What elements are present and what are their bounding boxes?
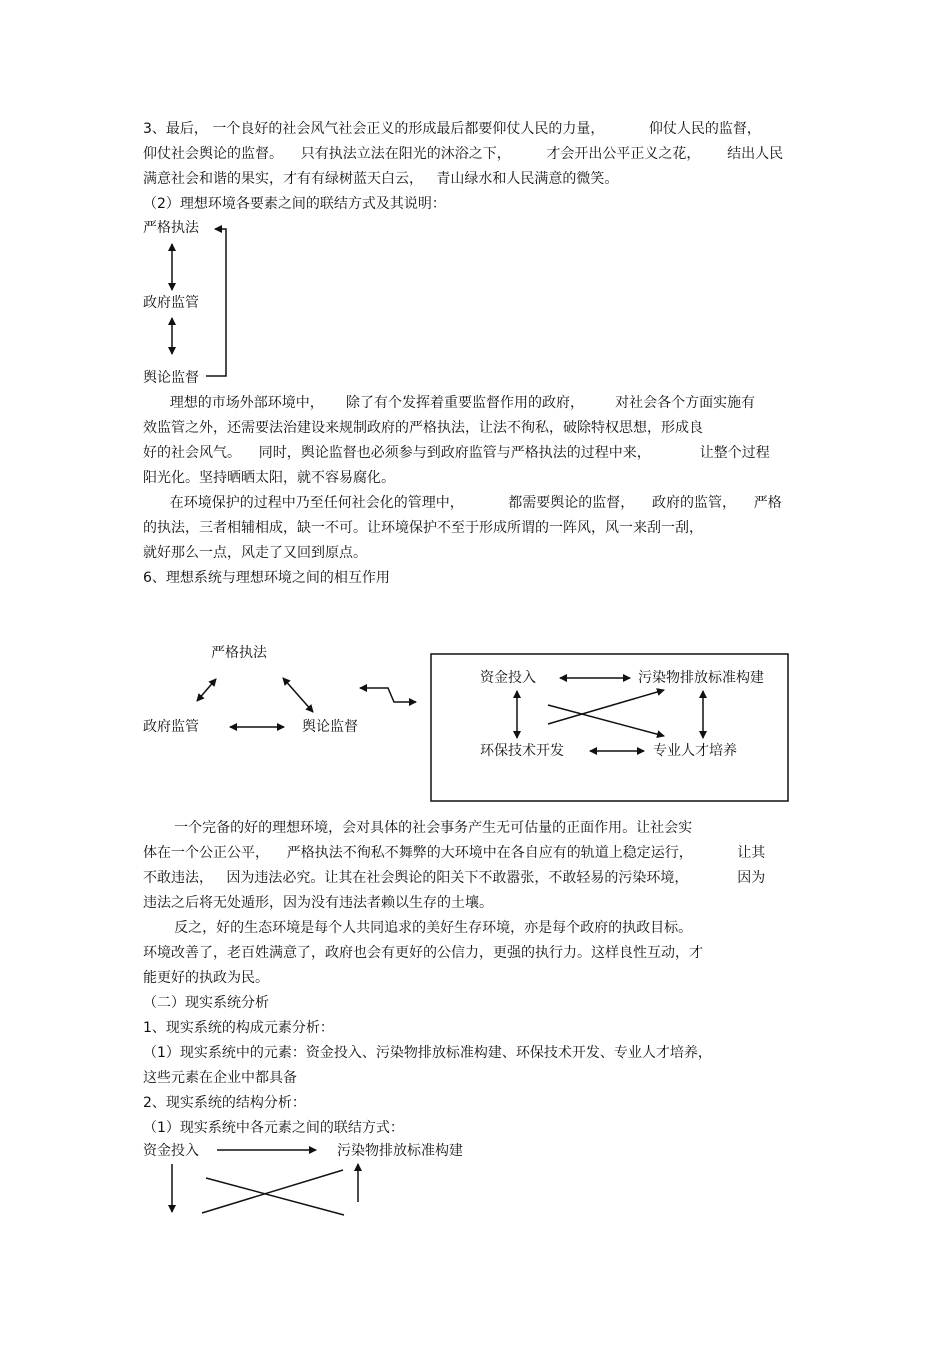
diagram1-node-gov: 政府监管 bbox=[143, 295, 199, 311]
para-line: 3、最后， 一个良好的社会风气社会正义的形成最后都要仰仗人民的力量， 仰仗人民的监督， bbox=[143, 121, 761, 137]
diagram2-sys-talent: 专业人才培养 bbox=[653, 743, 737, 759]
section-heading: 1、现实系统的构成元素分析： bbox=[143, 1020, 334, 1036]
diagram1-arrow-opinion-law bbox=[206, 229, 226, 376]
para-line: 仰仗社会舆论的监督。 只有执法立法在阳光的沐浴之下， 才会开出公平正义之花， 结出人民 bbox=[143, 146, 784, 162]
diagram2-arrow-cross-1 bbox=[548, 705, 664, 736]
diagram2-arrow-law-opinion bbox=[283, 678, 313, 712]
section-heading: （二）现实系统分析 bbox=[143, 995, 269, 1011]
para-line: 满意社会和谐的果实，才有有绿树蓝天白云， 青山绿水和人民满意的微笑。 bbox=[143, 171, 619, 187]
diagram2-arrow-law-gov bbox=[197, 679, 216, 701]
diagram2-env-gov: 政府监管 bbox=[143, 719, 199, 735]
para-line: 好的社会风气。 同时，舆论监督也必须参与到政府监管与严格执法的过程中来， 让整个过程 bbox=[143, 445, 770, 461]
diagram3-node-standard: 污染物排放标准构建 bbox=[337, 1143, 463, 1159]
section-heading: （1）现实系统中各元素之间的联结方式： bbox=[143, 1120, 404, 1136]
section-heading: 6、理想系统与理想环境之间的相互作用 bbox=[143, 570, 390, 586]
section-heading: 2、现实系统的结构分析： bbox=[143, 1095, 306, 1111]
para-line: 违法之后将无处遁形，因为没有违法者赖以生存的土壤。 bbox=[143, 895, 493, 911]
diagram2-sys-standard: 污染物排放标准构建 bbox=[638, 670, 764, 686]
para-line: 这些元素在企业中都具备 bbox=[143, 1070, 297, 1086]
para-line: （1）现实系统中的元素：资金投入、污染物排放标准构建、环保技术开发、专业人才培养， bbox=[143, 1045, 712, 1061]
para-line: 体在一个公正公平， 严格执法不徇私不舞弊的大环境中在各自应有的轨道上稳定运行， 让其 bbox=[143, 845, 766, 861]
para-line: 的执法，三者相辅相成，缺一不可。让环境保护不至于形成所谓的一阵风，风一来刮一刮， bbox=[143, 520, 703, 536]
section-heading: （2）理想环境各要素之间的联结方式及其说明： bbox=[143, 196, 446, 212]
diagram3-arrow-cross-2 bbox=[202, 1170, 343, 1213]
para-line: 就好那么一点，风走了又回到原点。 bbox=[143, 545, 367, 561]
diagram2-sys-funding: 资金投入 bbox=[480, 670, 536, 686]
para-line: 不敢违法， 因为违法必究。让其在社会舆论的阳关下不敢嚣张，不敢轻易的污染环境， 因为 bbox=[143, 870, 766, 886]
para-line: 在环境保护的过程中乃至任何社会化的管理中， 都需要舆论的监督， 政府的监管， 严格 bbox=[143, 495, 782, 511]
diagram3-node-funding: 资金投入 bbox=[143, 1143, 199, 1159]
para-line: 效监管之外，还需要法治建设来规制政府的严格执法，让法不徇私，破除特权思想，形成良 bbox=[143, 420, 703, 436]
diagram2-arrow-cross-2 bbox=[548, 690, 664, 724]
para-line: 理想的市场外部环境中， 除了有个发挥着重要监督作用的政府， 对社会各个方面实施有 bbox=[143, 395, 756, 411]
para-line: 环境改善了，老百姓满意了，政府也会有更好的公信力，更强的执行力。这样良性互动，才 bbox=[143, 945, 703, 961]
para-line: 反之，好的生态环境是每个人共同追求的美好生存环境，亦是每个政府的执政目标。 bbox=[143, 920, 693, 936]
para-line: 一个完备的好的理想环境，会对具体的社会事务产生无可估量的正面作用。让社会实 bbox=[143, 820, 693, 836]
diagram1-node-law: 严格执法 bbox=[143, 220, 199, 236]
diagram2-env-opinion: 舆论监督 bbox=[302, 719, 358, 735]
diagram2-arrow-env-system bbox=[360, 688, 416, 702]
diagram3-arrow-cross-1 bbox=[206, 1178, 344, 1215]
diagram1-node-opinion: 舆论监督 bbox=[143, 370, 199, 386]
para-line: 阳光化。坚持晒晒太阳，就不容易腐化。 bbox=[143, 470, 395, 486]
diagram2-sys-tech: 环保技术开发 bbox=[480, 743, 564, 759]
para-line: 能更好的执政为民。 bbox=[143, 970, 269, 986]
diagram2-env-law: 严格执法 bbox=[211, 645, 267, 661]
